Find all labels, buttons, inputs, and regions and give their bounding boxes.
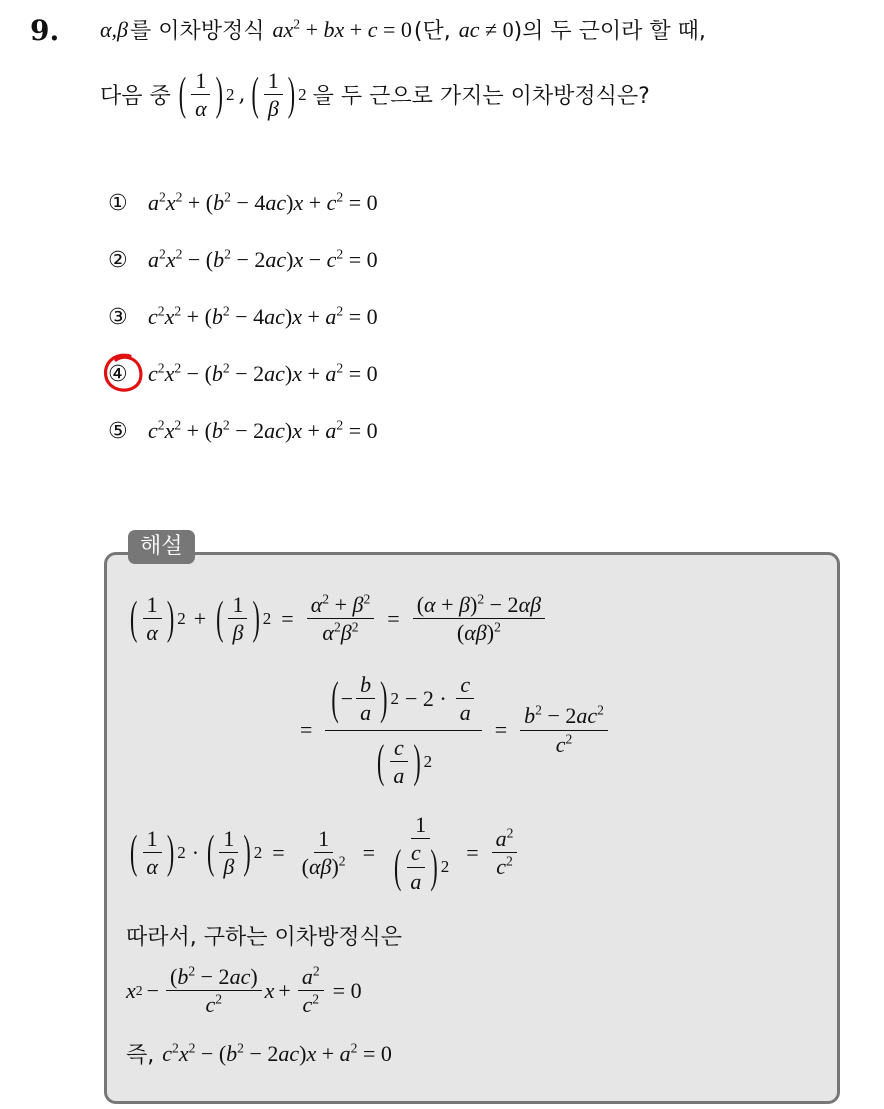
choice-equation: $c^2x^2 + (b^2 - 4ac)x + a^2 = 0$ <box>148 303 378 329</box>
roots-vars: α,β <box>100 16 129 42</box>
choice-5[interactable] <box>108 418 378 444</box>
choice-4[interactable] <box>108 361 378 387</box>
choice-3[interactable] <box>108 304 378 330</box>
question-line-1 <box>100 14 706 45</box>
answer-mark-icon <box>100 350 146 396</box>
choice-2[interactable] <box>108 247 378 273</box>
question-text-c: )의 두 근이라 할 때, <box>513 19 706 44</box>
choice-1[interactable] <box>108 190 378 216</box>
choice-number: ④ <box>108 361 128 387</box>
choice-equation: $c^2x^2 + (b^2 - 2ac)x + a^2 = 0$ <box>148 417 378 443</box>
solution-tag: 해설 <box>128 530 195 564</box>
choice-equation: $c^2x^2 - (b^2 - 2ac)x + a^2 = 0$ <box>148 360 378 386</box>
inverse-alpha-squared: ( $\frac{1}{\alpha}$ ) 2 <box>178 66 235 122</box>
final-prefix: 즉, <box>126 1043 155 1068</box>
question-text-b: (단, <box>413 19 451 44</box>
final-equation: 즉, $c^2x^2 - (b^2 - 2ac)x + a^2 = 0$ <box>126 1038 392 1069</box>
choice-equation: $a^2x^2 + (b^2 - 4ac)x + c^2 = 0$ <box>148 189 378 215</box>
choice-number: ⑤ <box>108 418 128 444</box>
question-text-d: 다음 중 <box>100 84 171 110</box>
question-line-2: 다음 중 ( $\frac{1}{\alpha}$ ) 2 , ( $\frac{1}{\beta}$ ) 2 을 두 근으로 가지는 이차방정식은? <box>100 66 650 122</box>
choice-number: ③ <box>108 304 128 330</box>
solution-line-2: = ( − $\frac{b}{a}$ ) 2 − 2 · $\frac{c}{a}$ ( $\frac{c}{a}$ ) 2 = $\frac{b^2 - 2ac^2}{c^2}$ <box>300 672 611 788</box>
condition: ac ≠ 0 <box>458 16 514 42</box>
question-text-e: 을 두 근으로 가지는 이차방정식은? <box>312 84 650 110</box>
question-number: 9. <box>30 14 60 47</box>
quadratic-equation: $ax^2$ + bx + c = 0 <box>272 16 412 42</box>
choice-number: ① <box>108 190 128 216</box>
choice-equation: $a^2x^2 - (b^2 - 2ac)x - c^2 = 0$ <box>148 246 378 272</box>
conclusion-text: 따라서, 구하는 이차방정식은 <box>126 925 403 950</box>
choice-number: ② <box>108 247 128 273</box>
solution-equation: x 2 − $\frac{(b^2 - 2ac)}{c^2}$ x + $\frac{a^2}{c^2}$ = 0 <box>126 963 362 1018</box>
inverse-beta-squared: ( $\frac{1}{\beta}$ ) 2 <box>251 66 307 122</box>
solution-line-1: ( $\frac{1}{\alpha}$ ) 2 + ( $\frac{1}{\beta}$ ) 2 = $\frac{\alpha^2 + \beta^2}{\alpha^2\beta^2}$ = $\frac{(\alpha + \beta)^2 - 2\alpha\beta}{(\alpha\beta)^2}$ <box>128 592 548 646</box>
question-text-a: 를 이차방정식 <box>130 19 265 44</box>
solution-line-3: ( $\frac{1}{\alpha}$ ) 2 · ( $\frac{1}{\beta}$ ) 2 = $\frac{1}{(\alpha\beta)^2}$ = 1 ( $\frac{c}{a}$ ) 2 = $\frac{a^2}{c^2}$ <box>128 812 520 894</box>
